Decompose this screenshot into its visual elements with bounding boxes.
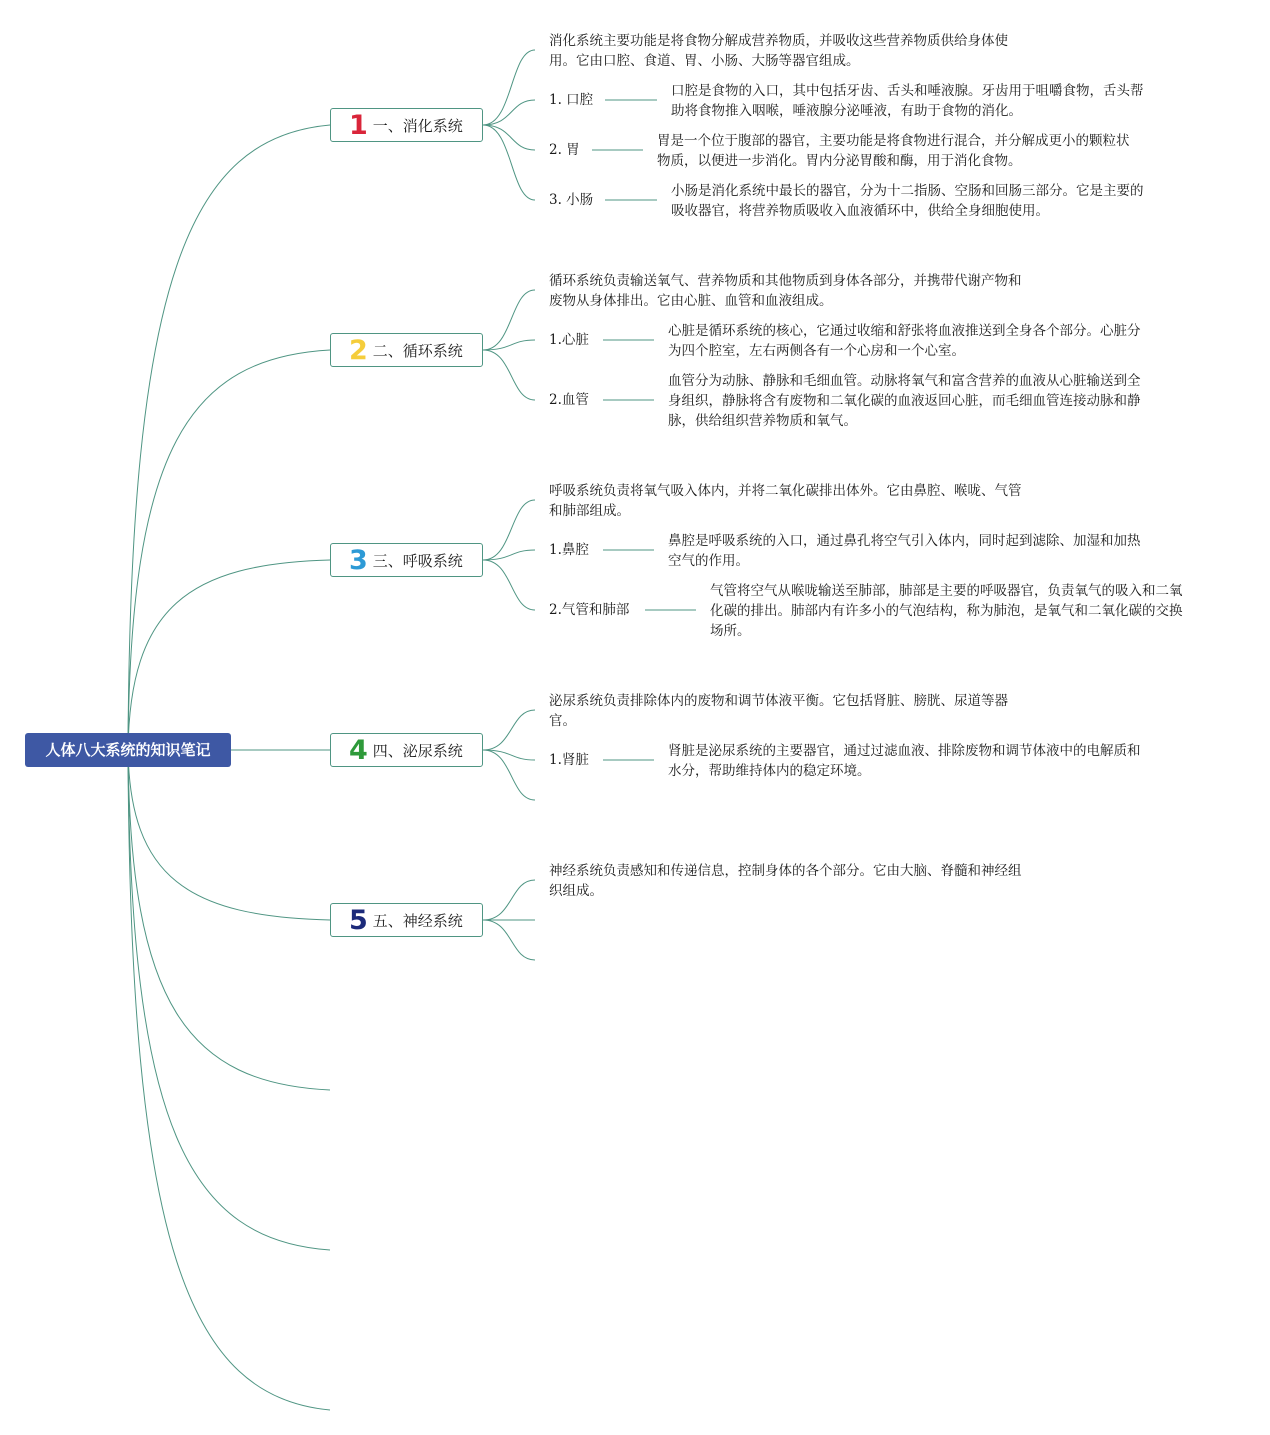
- edge-branch-5-child-1: [483, 880, 535, 920]
- edge-root-branch-1: [128, 125, 330, 750]
- branch-label-5: 五、神经系统: [372, 911, 463, 930]
- branch-3-item-1-detail: [668, 531, 1141, 571]
- description-line: 织组成。: [549, 883, 603, 899]
- branch-1-item-2-label[interactable]: 2. 胃: [549, 142, 580, 158]
- edge-root-extra-2: [128, 750, 330, 1250]
- detail-line: 水分，帮助维持体内的稳定环境。: [668, 763, 871, 779]
- branch-1-description: [549, 31, 1008, 71]
- branch-3-item-2-detail: [710, 581, 1183, 641]
- edge-branch-1-child-2: [483, 100, 535, 125]
- branch-3-item-1-label[interactable]: 1.鼻腔: [549, 542, 589, 558]
- detail-line: 场所。: [710, 623, 751, 639]
- branch-label-3: 三、呼吸系统: [372, 551, 463, 570]
- detail-line: 气管将空气从喉咙输送至肺部，肺部是主要的呼吸器官，负责氧气的吸入和二氧: [710, 583, 1183, 599]
- branch-1-item-2-detail: [657, 131, 1130, 171]
- description-line: 用。它由口腔、食道、胃、小肠、大肠等器官组成。: [549, 53, 860, 69]
- description-line: 官。: [549, 713, 576, 729]
- edge-root-extra-3: [128, 750, 330, 1410]
- branch-2-item-1-label[interactable]: 1.心脏: [549, 332, 589, 348]
- detail-line: 鼻腔是呼吸系统的入口，通过鼻孔将空气引入体内，同时起到滤除、加湿和加热: [668, 533, 1141, 549]
- edge-branch-2-child-3: [483, 350, 535, 400]
- branch-node-2[interactable]: [330, 333, 483, 367]
- detail-line: 心脏是循环系统的核心，它通过收缩和舒张将血液推送到全身各个部分。心脏分: [668, 323, 1141, 339]
- edge-branch-5-child-3: [483, 920, 535, 960]
- edge-branch-1-child-3: [483, 125, 535, 150]
- branch-1-item-3-detail: [671, 181, 1144, 221]
- branch-number-3: 3: [349, 544, 368, 576]
- detail-line: 吸收器官，将营养物质吸收入血液循环中，供给全身细胞使用。: [671, 203, 1049, 219]
- branch-1-item-1-detail: [671, 81, 1144, 121]
- edge-branch-4-child-1: [483, 710, 535, 750]
- detail-line: 肾脏是泌尿系统的主要器官，通过过滤血液、排除废物和调节体液中的电解质和: [668, 743, 1141, 759]
- detail-line: 空气的作用。: [668, 553, 749, 569]
- description-line: 废物从身体排出。它由心脏、血管和血液组成。: [549, 293, 833, 309]
- detail-line: 化碳的排出。肺部内有许多小的气泡结构，称为肺泡，是氧气和二氧化碳的交换: [710, 603, 1183, 619]
- description-line: 循环系统负责输送氧气、营养物质和其他物质到身体各部分，并携带代谢产物和: [549, 273, 1022, 289]
- branch-label-4: 四、泌尿系统: [372, 741, 463, 760]
- branch-number-1: 1: [349, 109, 368, 141]
- detail-line: 助将食物推入咽喉，唾液腺分泌唾液，有助于食物的消化。: [671, 103, 1022, 119]
- branch-node-4[interactable]: [330, 733, 483, 767]
- branch-4-description: [549, 691, 1008, 731]
- branch-number-2: 2: [349, 334, 368, 366]
- branch-1-item-3-label[interactable]: 3. 小肠: [549, 192, 594, 208]
- branch-4-item-1-label[interactable]: 1.肾脏: [549, 752, 589, 768]
- description-line: 和肺部组成。: [549, 503, 630, 519]
- detail-line: 口腔是食物的入口，其中包括牙齿、舌头和唾液腺。牙齿用于咀嚼食物，舌头帮: [671, 83, 1144, 99]
- detail-line: 胃是一个位于腹部的器官，主要功能是将食物进行混合，并分解成更小的颗粒状: [657, 133, 1130, 149]
- detail-line: 物质，以便进一步消化。胃内分泌胃酸和酶，用于消化食物。: [657, 153, 1022, 169]
- branch-2-item-2-detail: [668, 371, 1141, 431]
- branch-2-item-2-label[interactable]: 2.血管: [549, 392, 589, 408]
- description-line: 泌尿系统负责排除体内的废物和调节体液平衡。它包括肾脏、膀胱、尿道等器: [549, 693, 1008, 709]
- edge-root-extra-1: [128, 750, 330, 1090]
- branch-2-item-1-detail: [668, 321, 1141, 361]
- branch-2-description: [549, 271, 1022, 311]
- branch-3-item-2-label[interactable]: 2.气管和肺部: [549, 602, 630, 618]
- edge-branch-3-child-3: [483, 560, 535, 610]
- detail-line: 脉，供给组织营养物质和氧气。: [668, 413, 857, 429]
- description-line: 神经系统负责感知和传递信息，控制身体的各个部分。它由大脑、脊髓和神经组: [549, 863, 1022, 879]
- branch-node-3[interactable]: [330, 543, 483, 577]
- branch-4-item-1-detail: [668, 741, 1141, 781]
- branch-node-5[interactable]: [330, 903, 483, 937]
- detail-line: 血管分为动脉、静脉和毛细血管。动脉将氧气和富含营养的血液从心脏输送到全: [668, 373, 1141, 389]
- branch-label-1: 一、消化系统: [372, 116, 463, 135]
- detail-line: 为四个腔室，左右两侧各有一个心房和一个心室。: [668, 343, 965, 359]
- branch-number-4: 4: [349, 734, 368, 766]
- branch-1-item-1-label[interactable]: 1. 口腔: [549, 92, 594, 108]
- detail-line: 身组织，静脉将含有废物和二氧化碳的血液返回心脏，而毛细血管连接动脉和静: [668, 393, 1141, 409]
- edge-root-branch-5: [128, 750, 330, 920]
- branch-number-5: 5: [349, 904, 368, 936]
- branch-label-2: 二、循环系统: [372, 341, 463, 360]
- edge-branch-4-child-3: [483, 750, 535, 800]
- branch-3-description: [549, 481, 1022, 521]
- root-node[interactable]: 人体八大系统的知识笔记: [25, 733, 231, 767]
- edge-root-branch-3: [128, 560, 330, 750]
- branch-node-1[interactable]: [330, 108, 483, 142]
- description-line: 呼吸系统负责将氧气吸入体内，并将二氧化碳排出体外。它由鼻腔、喉咙、气管: [549, 483, 1022, 499]
- edge-root-branch-2: [128, 350, 330, 750]
- branch-5-description: [549, 861, 1022, 901]
- detail-line: 小肠是消化系统中最长的器官，分为十二指肠、空肠和回肠三部分。它是主要的: [671, 183, 1144, 199]
- description-line: 消化系统主要功能是将食物分解成营养物质，并吸收这些营养物质供给身体使: [549, 33, 1008, 49]
